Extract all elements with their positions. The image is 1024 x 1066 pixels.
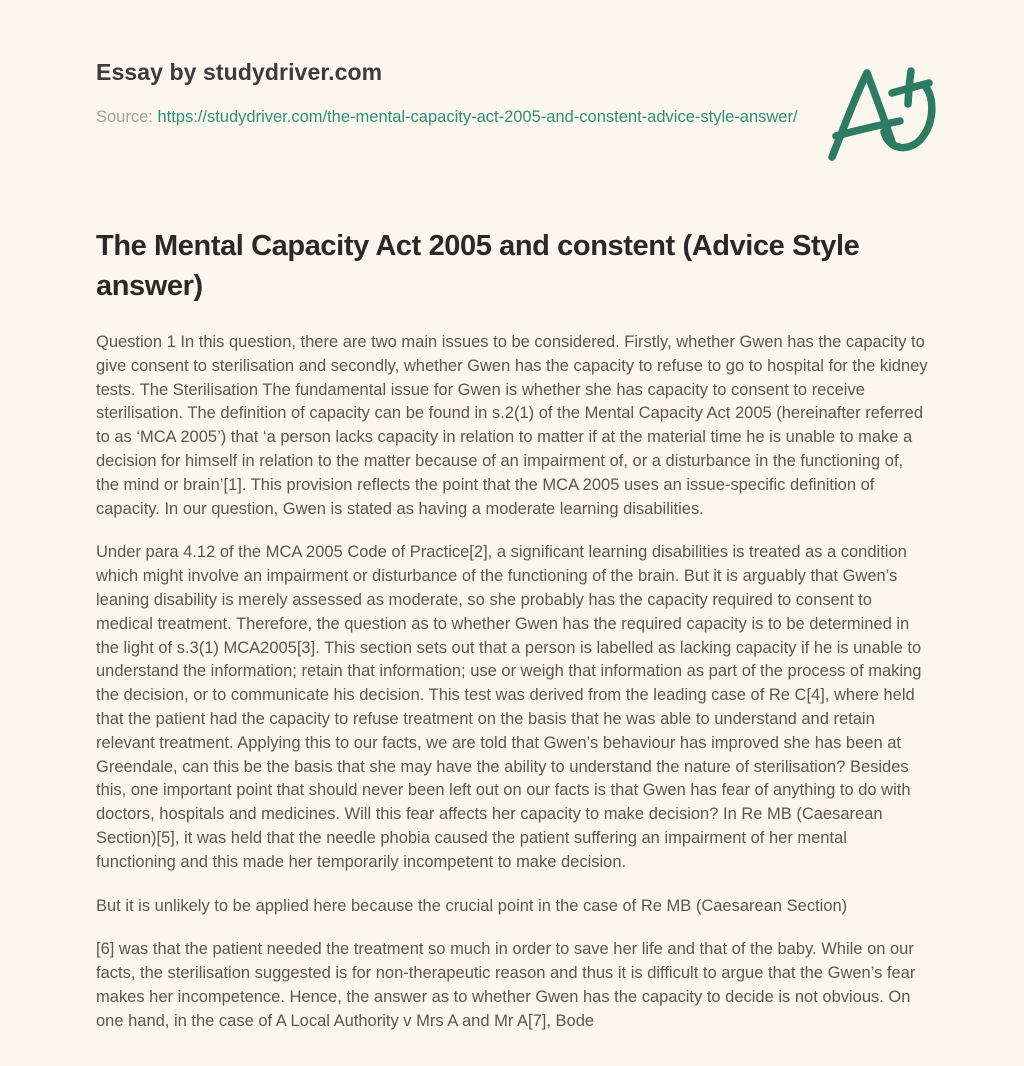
article-paragraph: Under para 4.12 of the MCA 2005 Code of Practice[2], a significant learning disabilities is treated as a condition which might involve an impairment or disturbance of the functioning of the brain. But it is arguably that Gwen’s leaning disability is merely assessed as moderate, so she probably has the capacity required to consent to medical treatment. Therefore, the question as to whether Gwen has the required capacity is to be determined in the light of s.3(1) MCA2005[3]. This section sets out that a person is labelled as lacking capacity if he is unable to understand the information; retain that information; use or weigh that information as part of the process of making the decision, or to communicate his decision. This test was derived from the leading case of Re C[4], where held that the patient had the capacity to refuse treatment on the basis that he was able to understand and retain relevant treatment. Applying this to our facts, we are told that Gwen’s behaviour has improved she has been at Greendale, can this be the basis that she may have the ability to understand the nature of sterilisation? Besides this, one important point that should never been left out on our facts is that Gwen has fear of anything to do with doctors, hospitals and medicines. Will this fear affects her capacity to make decision? In Re MB (Caesarean Section)[5], it was held that the needle phobia caused the patient suffering an impairment of her mental functioning and this made her temporarily incompetent to make decision. xyxy=(96,543,922,871)
article-title: The Mental Capacity Act 2005 and constent (Advice Style answer) xyxy=(96,230,860,302)
article-paragraph: [6] was that the patient needed the treatment so much in order to save her life and that of the baby. While on our facts, the sterilisation suggested is for non-therapeutic reason and thus it is difficult to argue that the Gwen’s fear makes her incompetence. Hence, the answer as to whether Gwen has the capacity to decide is not obvious. On one hand, in the case of A Local Authority v Mrs A and Mr A[7], Bode xyxy=(96,940,916,1030)
source-label: Source: xyxy=(96,108,158,126)
site-header-title: Essay by studydriver.com xyxy=(96,59,383,85)
source-line xyxy=(96,105,802,130)
a-plus-logo-icon xyxy=(822,56,940,168)
article-body xyxy=(96,331,928,1034)
article-paragraph: Question 1 In this question, there are two main issues to be considered. Firstly, whether Gwen has the capacity to give consent to sterilisation and secondly, whether Gwen has the capacity to refuse to go to hospital for the kidney tests. The Sterilisation The fundamental issue for Gwen is whether she has capacity to consent to receive sterilisation. The definition of capacity can be found in s.2(1) of the Mental Capacity Act 2005 (hereinafter referred to as ‘MCA 2005’) that ‘a person lacks capacity in relation to matter if at the material time he is unable to make a decision for himself in relation to the matter because of an impairment of, or a disturbance in the functioning of, the mind or brain’[1]. This provision reflects the point that the MCA 2005 uses an issue-specific definition of capacity. In our question, Gwen is stated as having a moderate learning disabilities. xyxy=(96,333,928,518)
article-paragraph: But it is unlikely to be applied here because the crucial point in the case of Re MB (Caesarean Section) xyxy=(96,896,848,915)
source-link[interactable]: https://studydriver.com/the-mental-capacity-act-2005-and-constent-advice-style-answer/ xyxy=(157,108,798,126)
